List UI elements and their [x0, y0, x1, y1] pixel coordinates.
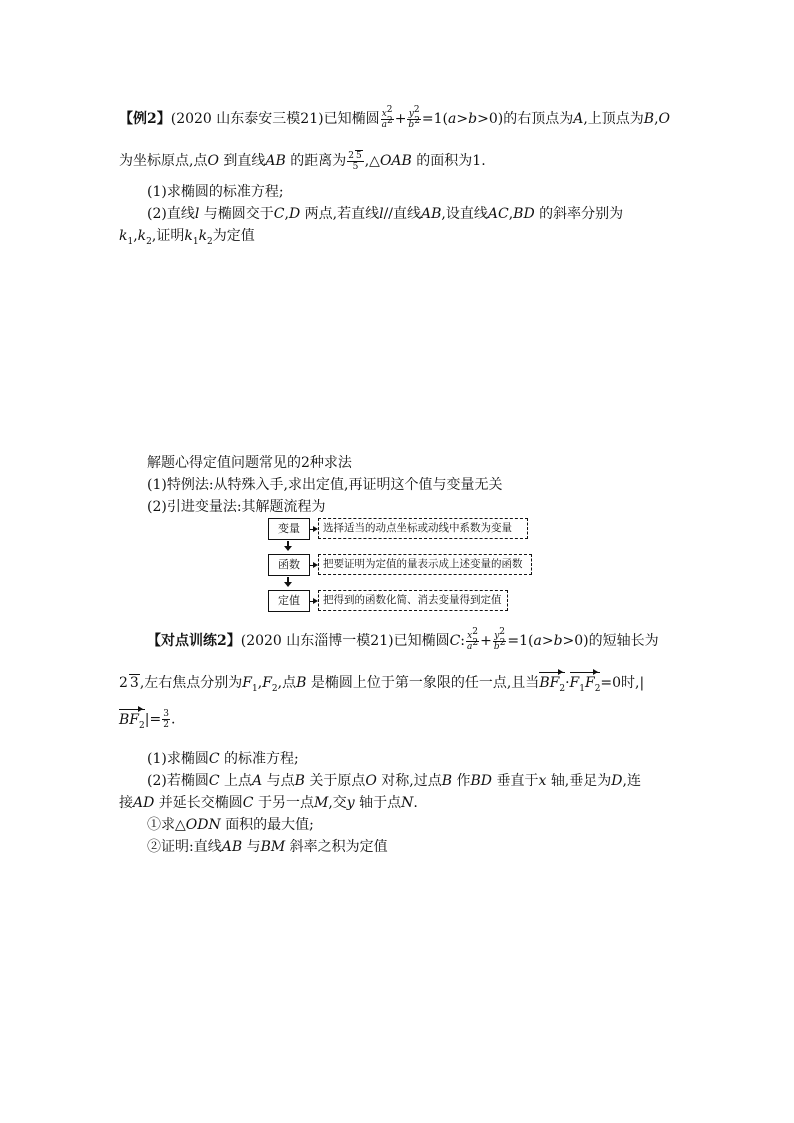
vector-BF2-magnitude: $BF_2$ [119, 711, 145, 731]
flow-step-3-box: 定值 [268, 590, 310, 612]
training2-tag: 【对点训练2】 [147, 633, 241, 649]
example2-line2: 为坐标原点,点O 到直线AB 的距离为 $\frac{2 5}{5}$ ,△OAB 的面积为1. [119, 151, 486, 172]
example2-question-1: (1)求椭圆的标准方程; [147, 184, 284, 200]
fraction-x2-a2: $\frac{x^2}{a^2}$ [467, 626, 479, 652]
flow-step-1-box: 变量 [268, 518, 310, 540]
fraction-x2-a2: $\frac{x^2}{a^2}$ [381, 104, 393, 130]
training2-subquestion-2: ②证明:直线AB 与BM 斜率之积为定值 [147, 839, 388, 855]
training2-source: (2020 山东淄博一模21) [240, 633, 394, 649]
flow-step-2-desc: 把要证明为定值的量表示成上述变量的函数 [318, 554, 532, 575]
tips-method-1: (1)特例法:从特殊入手,求出定值,再证明这个值与变量无关 [147, 477, 503, 493]
training2-question-2-line2: 接AD 并延长交椭圆C 于另一点M,交y 轴于点N. [119, 795, 418, 811]
training2-subquestion-1: ①求△ODN 面积的最大值; [147, 817, 314, 833]
vector-BF2: $BF_2$ [539, 675, 566, 694]
example2-source: (2020 山东泰安三模21) [170, 111, 324, 127]
fraction-3-2: $\frac{3}{2}$ [163, 709, 169, 730]
tips-title: 解题心得定值问题常见的2种求法 [147, 455, 352, 471]
training2-question-2-line1: (2)若椭圆C 上点A 与点B 关于原点O 对称,过点B 作BD 垂直于x 轴,垂足为D,连 [147, 773, 641, 789]
tips-method-2: (2)引进变量法:其解题流程为 [147, 499, 326, 515]
vector-F1F2: $F_1F_2$ [569, 675, 601, 694]
fraction-y2-b2: $\frac{y^2}{b^2}$ [408, 104, 420, 130]
flow-step-3-desc: 把得到的函数化简、消去变量得到定值 [318, 590, 508, 611]
flow-step-2-box: 函数 [268, 554, 310, 576]
training2-line1: 【对点训练2】(2020 山东淄博一模21)已知椭圆C: $\frac{x^2}{a^2}$ + $\frac{y^2}{b^2}$ =1(a>b>0)的短轴长为 [147, 626, 659, 652]
example2-tag: 【例2】 [119, 111, 171, 127]
flow-step-1-desc: 选择适当的动点坐标或动线中系数为变量 [318, 518, 528, 539]
fraction-y2-b2: $\frac{y^2}{b^2}$ [493, 626, 506, 652]
training2-line2: 2 3,左右焦点分别为$F_1,F_2$,点B 是椭圆上位于第一象限的任一点,且当$BF_2\cdot F_1F_2=0$时,| [119, 675, 645, 694]
example2-question-2-line2: $k_1,k_2$,证明$k_1k_2$为定值 [119, 228, 255, 247]
example2-line1: 【例2】(2020 山东泰安三模21)已知椭圆 $\frac{x^2}{a^2}$ + $\frac{y^2}{b^2}$ =1(a>b>0)的右顶点为A,上顶点为B,O [119, 104, 671, 130]
training2-line3: $BF_2|=$ $\frac{3}{2}$ . [119, 709, 176, 731]
fraction-2sqrt5-5: $\frac{2 5}{5}$ [348, 151, 362, 172]
training2-question-1: (1)求椭圆C 的标准方程; [147, 751, 299, 767]
example2-question-2-line1: (2)直线l 与椭圆交于C,D 两点,若直线l//直线AB,设直线AC,BD 的斜率分别为 [147, 206, 624, 222]
